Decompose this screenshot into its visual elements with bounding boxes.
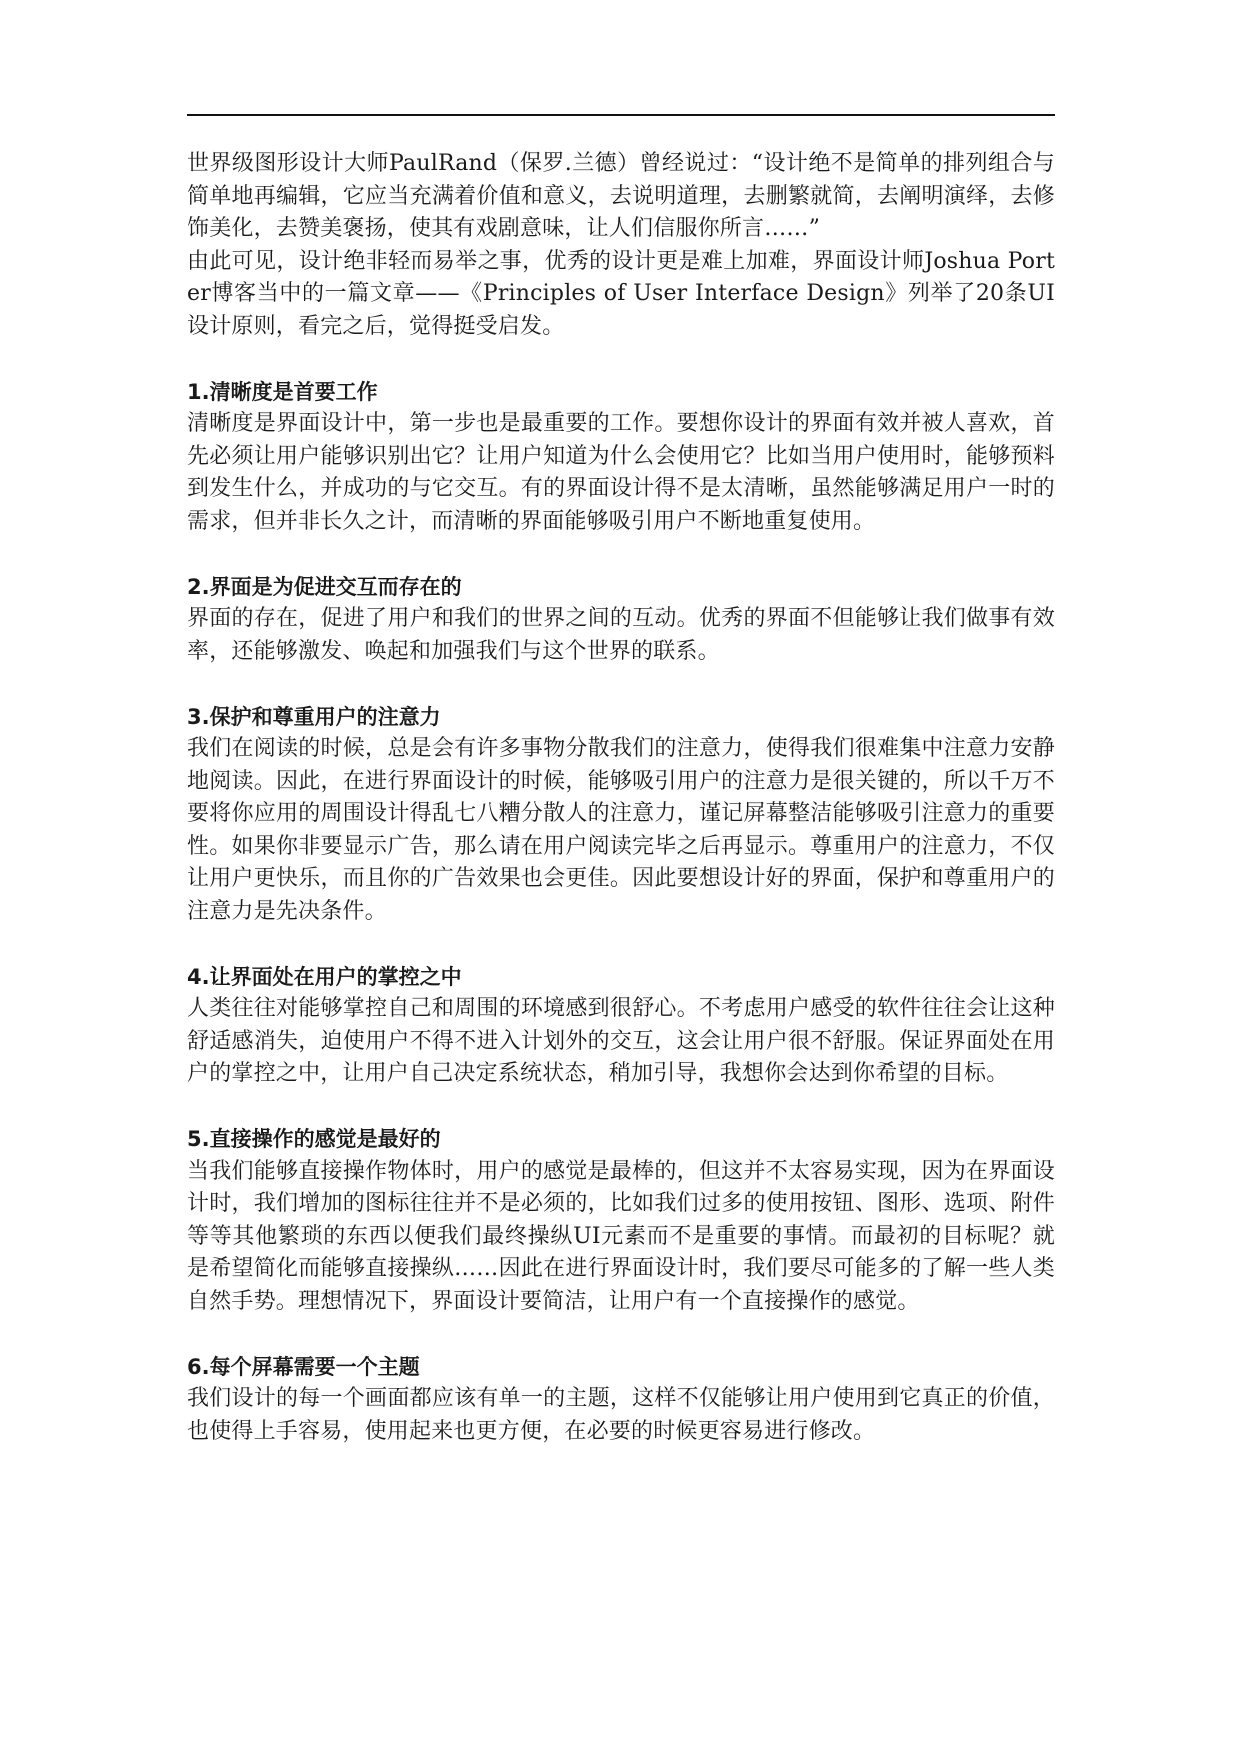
section-heading: 5.直接操作的感觉是最好的 xyxy=(187,1127,441,1151)
intro-paragraph-1: 世界级图形设计大师PaulRand（保罗.兰德）曾经说过：“设计绝不是简单的排列组合与简单地再编辑，它应当充满着价值和意义，去说明道理，去删繁就简，去阐明演绎，去修饰美化，去赞美褒扬，使其有戏剧意味，让人们信服你所言……” xyxy=(187,151,1055,241)
section-heading: 1.清晰度是首要工作 xyxy=(187,379,378,404)
section-6 xyxy=(187,1351,1055,1449)
header-rule xyxy=(187,114,1055,116)
section-4 xyxy=(187,961,1055,1091)
section-body: 当我们能够直接操作物体时，用户的感觉是最棒的，但这并不太容易实现，因为在界面设计时，我们增加的图标往往并不是必须的，比如我们过多的使用按钮、图形、选项、附件等等其他繁琐的东西以便我们最终操纵UI元素而不是重要的事情。而最初的目标呢？就是希望简化而能够直接操纵……因此在进行界面设计时，我们要尽可能多的了解一些人类自然手势。理想情况下，界面设计要简洁，让用户有一个直接操作的感觉。 xyxy=(187,1158,1055,1314)
intro-paragraph-2: 由此可见，设计绝非轻而易举之事，优秀的设计更是难上加难，界面设计师Joshua Porter博客当中的一篇文章——《Principles of User Interface Design》列举了20条UI设计原则，看完之后，觉得挺受启发。 xyxy=(187,248,1055,339)
section-3 xyxy=(187,701,1055,929)
section-1 xyxy=(187,376,1055,539)
section-2 xyxy=(187,571,1055,669)
section-heading: 3.保护和尊重用户的注意力 xyxy=(187,704,441,729)
section-heading: 2.界面是为促进交互而存在的 xyxy=(187,574,462,599)
document-body xyxy=(187,148,1055,1448)
section-body: 人类往往对能够掌控自己和周围的环境感到很舒心。不考虑用户感受的软件往往会让这种舒适感消失，迫使用户不得不进入计划外的交互，这会让用户很不舒服。保证界面处在用户的掌控之中，让用户自己决定系统状态，稍加引导，我想你会达到你希望的目标。 xyxy=(187,996,1055,1086)
section-body: 我们在阅读的时候，总是会有许多事物分散我们的注意力，使得我们很难集中注意力安静地阅读。因此，在进行界面设计的时候，能够吸引用户的注意力是很关键的，所以千万不要将你应用的周围设计得乱七八糟分散人的注意力，谨记屏幕整洁能够吸引注意力的重要性。如果你非要显示广告，那么请在用户阅读完毕之后再显示。尊重用户的注意力，不仅让用户更快乐，而且你的广告效果也会更佳。因此要想设计好的界面，保护和尊重用户的注意力是先决条件。 xyxy=(187,736,1055,924)
section-body: 清晰度是界面设计中，第一步也是最重要的工作。要想你设计的界面有效并被人喜欢，首先必须让用户能够识别出它？让用户知道为什么会使用它？比如当用户使用时，能够预料到发生什么，并成功的与它交互。有的界面设计得不是太清晰，虽然能够满足用户一时的需求，但并非长久之计，而清晰的界面能够吸引用户不断地重复使用。 xyxy=(187,411,1055,534)
section-5 xyxy=(187,1123,1055,1318)
section-heading: 6.每个屏幕需要一个主题 xyxy=(187,1354,420,1379)
section-heading: 4.让界面处在用户的掌控之中 xyxy=(187,964,462,989)
section-body: 界面的存在，促进了用户和我们的世界之间的互动。优秀的界面不但能够让我们做事有效率，还能够激发、唤起和加强我们与这个世界的联系。 xyxy=(187,606,1055,664)
section-body: 我们设计的每一个画面都应该有单一的主题，这样不仅能够让用户使用到它真正的价值，也使得上手容易，使用起来也更方便，在必要的时候更容易进行修改。 xyxy=(187,1386,1055,1444)
